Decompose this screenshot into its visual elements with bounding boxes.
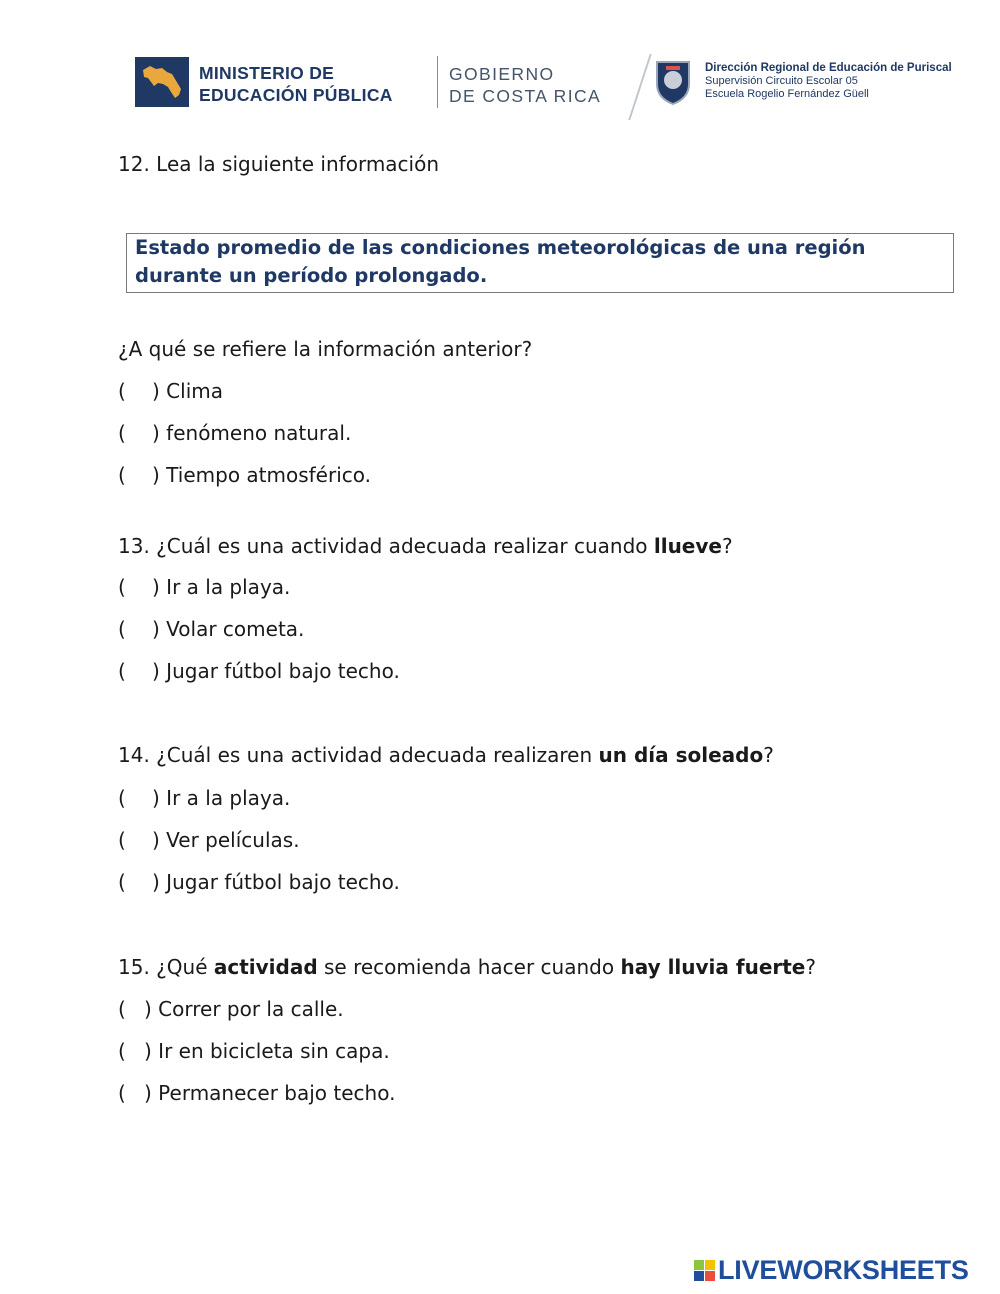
school-name: Escuela Rogelio Fernández Güell: [705, 88, 869, 100]
q13-emphasis: llueve: [653, 534, 722, 558]
answer-blank[interactable]: (: [118, 828, 126, 852]
q14-emphasis: un día soleado: [598, 743, 764, 767]
q12-option-3: ( ) Tiempo atmosférico.: [118, 463, 372, 487]
q14-option-3: ( ) Jugar fútbol bajo techo.: [118, 870, 400, 894]
answer-blank[interactable]: (: [118, 575, 126, 599]
ministry-line-1: MINISTERIO DE: [199, 63, 335, 83]
ministry-name: [199, 62, 393, 106]
q15-option-1: ( ) Correr por la calle.: [118, 997, 344, 1021]
answer-blank[interactable]: (: [118, 1081, 126, 1105]
q13-option-2: ( ) Volar cometa.: [118, 617, 305, 641]
costa-rica-map-icon: [135, 57, 189, 107]
region-supervision: Supervisión Circuito Escolar 05: [705, 75, 858, 87]
gov-line-1: GOBIERNO: [449, 64, 555, 84]
q14-option-2: ( ) Ver películas.: [118, 828, 300, 852]
q12-question: ¿A qué se refiere la información anterior?: [118, 337, 533, 361]
option-label: Correr por la calle.: [158, 997, 344, 1021]
q13-question: 13. ¿Cuál es una actividad adecuada realizar cuando llueve?: [118, 534, 733, 558]
option-label: fenómeno natural.: [166, 421, 352, 445]
option-label: Clima: [166, 379, 223, 403]
answer-blank[interactable]: (: [118, 379, 126, 403]
answer-blank[interactable]: (: [118, 786, 126, 810]
info-box-text: Estado promedio de las condiciones meteorológicas de una región durante un período prolongado.: [135, 236, 866, 287]
regional-direction: [705, 62, 952, 101]
header: [135, 52, 985, 122]
option-label: Ir a la playa.: [166, 575, 291, 599]
gov-line-2: DE COSTA RICA: [449, 86, 602, 106]
header-divider: [437, 56, 438, 108]
answer-blank[interactable]: (: [118, 421, 126, 445]
option-label: Ir a la playa.: [166, 786, 291, 810]
answer-blank[interactable]: (: [118, 870, 126, 894]
option-label: Ir en bicicleta sin capa.: [158, 1039, 390, 1063]
q12-option-1: ( ) Clima: [118, 379, 223, 403]
school-crest-icon: [653, 58, 693, 106]
q15-option-3: ( ) Permanecer bajo techo.: [118, 1081, 396, 1105]
option-label: Jugar fútbol bajo techo.: [166, 870, 400, 894]
liveworksheets-wordmark: LIVEWORKSHEETS: [718, 1254, 969, 1285]
option-label: Tiempo atmosférico.: [166, 463, 372, 487]
answer-blank[interactable]: (: [118, 1039, 126, 1063]
info-box: [126, 233, 954, 293]
q15-question: 15. ¿Qué actividad se recomienda hacer cuando hay lluvia fuerte?: [118, 955, 816, 979]
q15-option-2: ( ) Ir en bicicleta sin capa.: [118, 1039, 390, 1063]
answer-blank[interactable]: (: [118, 617, 126, 641]
liveworksheets-logo[interactable]: [694, 1253, 969, 1287]
q15-emphasis-1: actividad: [213, 955, 318, 979]
option-label: Volar cometa.: [166, 617, 305, 641]
ministry-line-2: EDUCACIÓN PÚBLICA: [199, 85, 393, 105]
government-name: [449, 63, 601, 107]
q15-emphasis-2: hay lluvia fuerte: [620, 955, 806, 979]
q13-option-3: ( ) Jugar fútbol bajo techo.: [118, 659, 400, 683]
q12-prompt: 12. Lea la siguiente información: [118, 152, 440, 176]
answer-blank[interactable]: (: [118, 463, 126, 487]
liveworksheets-icon: [694, 1260, 715, 1281]
option-label: Permanecer bajo techo.: [158, 1081, 396, 1105]
answer-blank[interactable]: (: [118, 997, 126, 1021]
answer-blank[interactable]: (: [118, 659, 126, 683]
option-label: Jugar fútbol bajo techo.: [166, 659, 400, 683]
q14-question: 14. ¿Cuál es una actividad adecuada realizaren un día soleado?: [118, 743, 774, 767]
option-label: Ver películas.: [166, 828, 300, 852]
q13-option-1: ( ) Ir a la playa.: [118, 575, 291, 599]
q14-option-1: ( ) Ir a la playa.: [118, 786, 291, 810]
region-title: Dirección Regional de Educación de Puriscal: [705, 62, 952, 74]
header-divider-slanted: [628, 54, 651, 120]
q12-option-2: ( ) fenómeno natural.: [118, 421, 352, 445]
